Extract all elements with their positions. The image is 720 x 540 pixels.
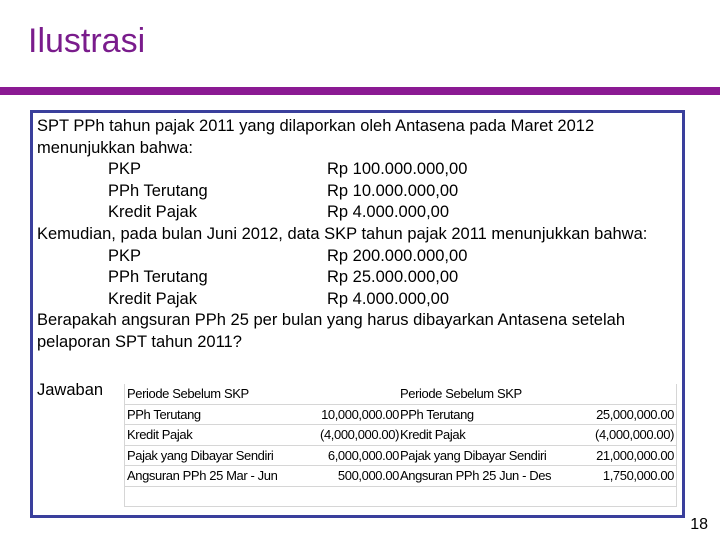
- cell-value: 6,000,000.00: [327, 447, 399, 463]
- row-value: Rp 4.000.000,00: [327, 203, 450, 222]
- row-label: Kredit Pajak: [108, 203, 197, 222]
- row-value: Rp 25.000.000,00: [327, 268, 459, 287]
- cell-label: Kredit Pajak: [400, 427, 466, 442]
- cell-label: Kredit Pajak: [127, 427, 193, 442]
- table-header-row: [398, 384, 676, 405]
- problem-text: [37, 116, 677, 354]
- table-header-row: [125, 384, 401, 405]
- table-row: [125, 425, 401, 446]
- cell-label: Pajak yang Dibayar Sendiri: [127, 447, 274, 463]
- cell-label: Angsuran PPh 25 Mar - Jun: [127, 468, 278, 483]
- cell-value: (4,000,000.00): [320, 427, 399, 442]
- cell-value: (4,000,000.00): [595, 427, 674, 442]
- cell-value: 21,000,000.00: [596, 447, 674, 463]
- answer-label: Jawaban: [37, 381, 104, 399]
- data-row: [37, 159, 677, 181]
- page-number: 18: [690, 516, 708, 533]
- table-row: [125, 446, 401, 467]
- cell-label: PPh Terutang: [127, 406, 201, 422]
- table-row: [398, 425, 676, 446]
- cell-value: 1,750,000.00: [602, 468, 674, 483]
- data-row: [37, 267, 677, 289]
- cell-value: 25,000,000.00: [596, 406, 674, 422]
- data-row: [37, 289, 677, 311]
- cell-value: 500,000.00: [337, 468, 399, 483]
- row-label: PPh Terutang: [108, 268, 208, 287]
- row-value: Rp 4.000.000,00: [327, 289, 450, 308]
- table-row-empty: [125, 487, 401, 508]
- data-row: [37, 202, 677, 224]
- row-label: Kredit Pajak: [108, 289, 197, 308]
- row-label: PKP: [108, 246, 142, 265]
- table-header: Periode Sebelum SKP: [400, 386, 522, 401]
- table-before-skp: [124, 384, 401, 507]
- table-row: [398, 446, 676, 467]
- table-row: [398, 405, 676, 426]
- cell-label: Angsuran PPh 25 Jun - Des: [400, 468, 552, 483]
- intro-paragraph-1: SPT PPh tahun pajak 2011 yang dilaporkan oleh Antasena pada Maret 2012 menunjukkan bahwa:: [37, 117, 595, 157]
- cell-value: 10,000,000.00: [321, 406, 399, 422]
- table-row: [125, 405, 401, 426]
- table-row: [398, 466, 676, 487]
- title-divider: [0, 87, 720, 95]
- cell-label: Pajak yang Dibayar Sendiri: [400, 447, 547, 463]
- cell-label: PPh Terutang: [400, 406, 474, 422]
- data-row: [37, 181, 677, 203]
- row-value: Rp 200.000.000,00: [327, 246, 468, 265]
- intro-paragraph-2: Kemudian, pada bulan Juni 2012, data SKP tahun pajak 2011 menunjukkan bahwa:: [37, 224, 648, 243]
- table-row: [125, 466, 401, 487]
- table-row-empty: [398, 487, 676, 508]
- row-label: PKP: [108, 160, 142, 179]
- table-header: Periode Sebelum SKP: [127, 386, 249, 401]
- table-after-skp: [398, 384, 677, 507]
- row-value: Rp 100.000.000,00: [327, 160, 468, 179]
- question-paragraph: Berapakah angsuran PPh 25 per bulan yang harus dibayarkan Antasena setelah pelaporan SPT tahun 2011?: [37, 311, 626, 351]
- data-row: [37, 246, 677, 268]
- slide-title: Ilustrasi: [28, 22, 146, 60]
- row-label: PPh Terutang: [108, 181, 208, 200]
- row-value: Rp 10.000.000,00: [327, 181, 459, 200]
